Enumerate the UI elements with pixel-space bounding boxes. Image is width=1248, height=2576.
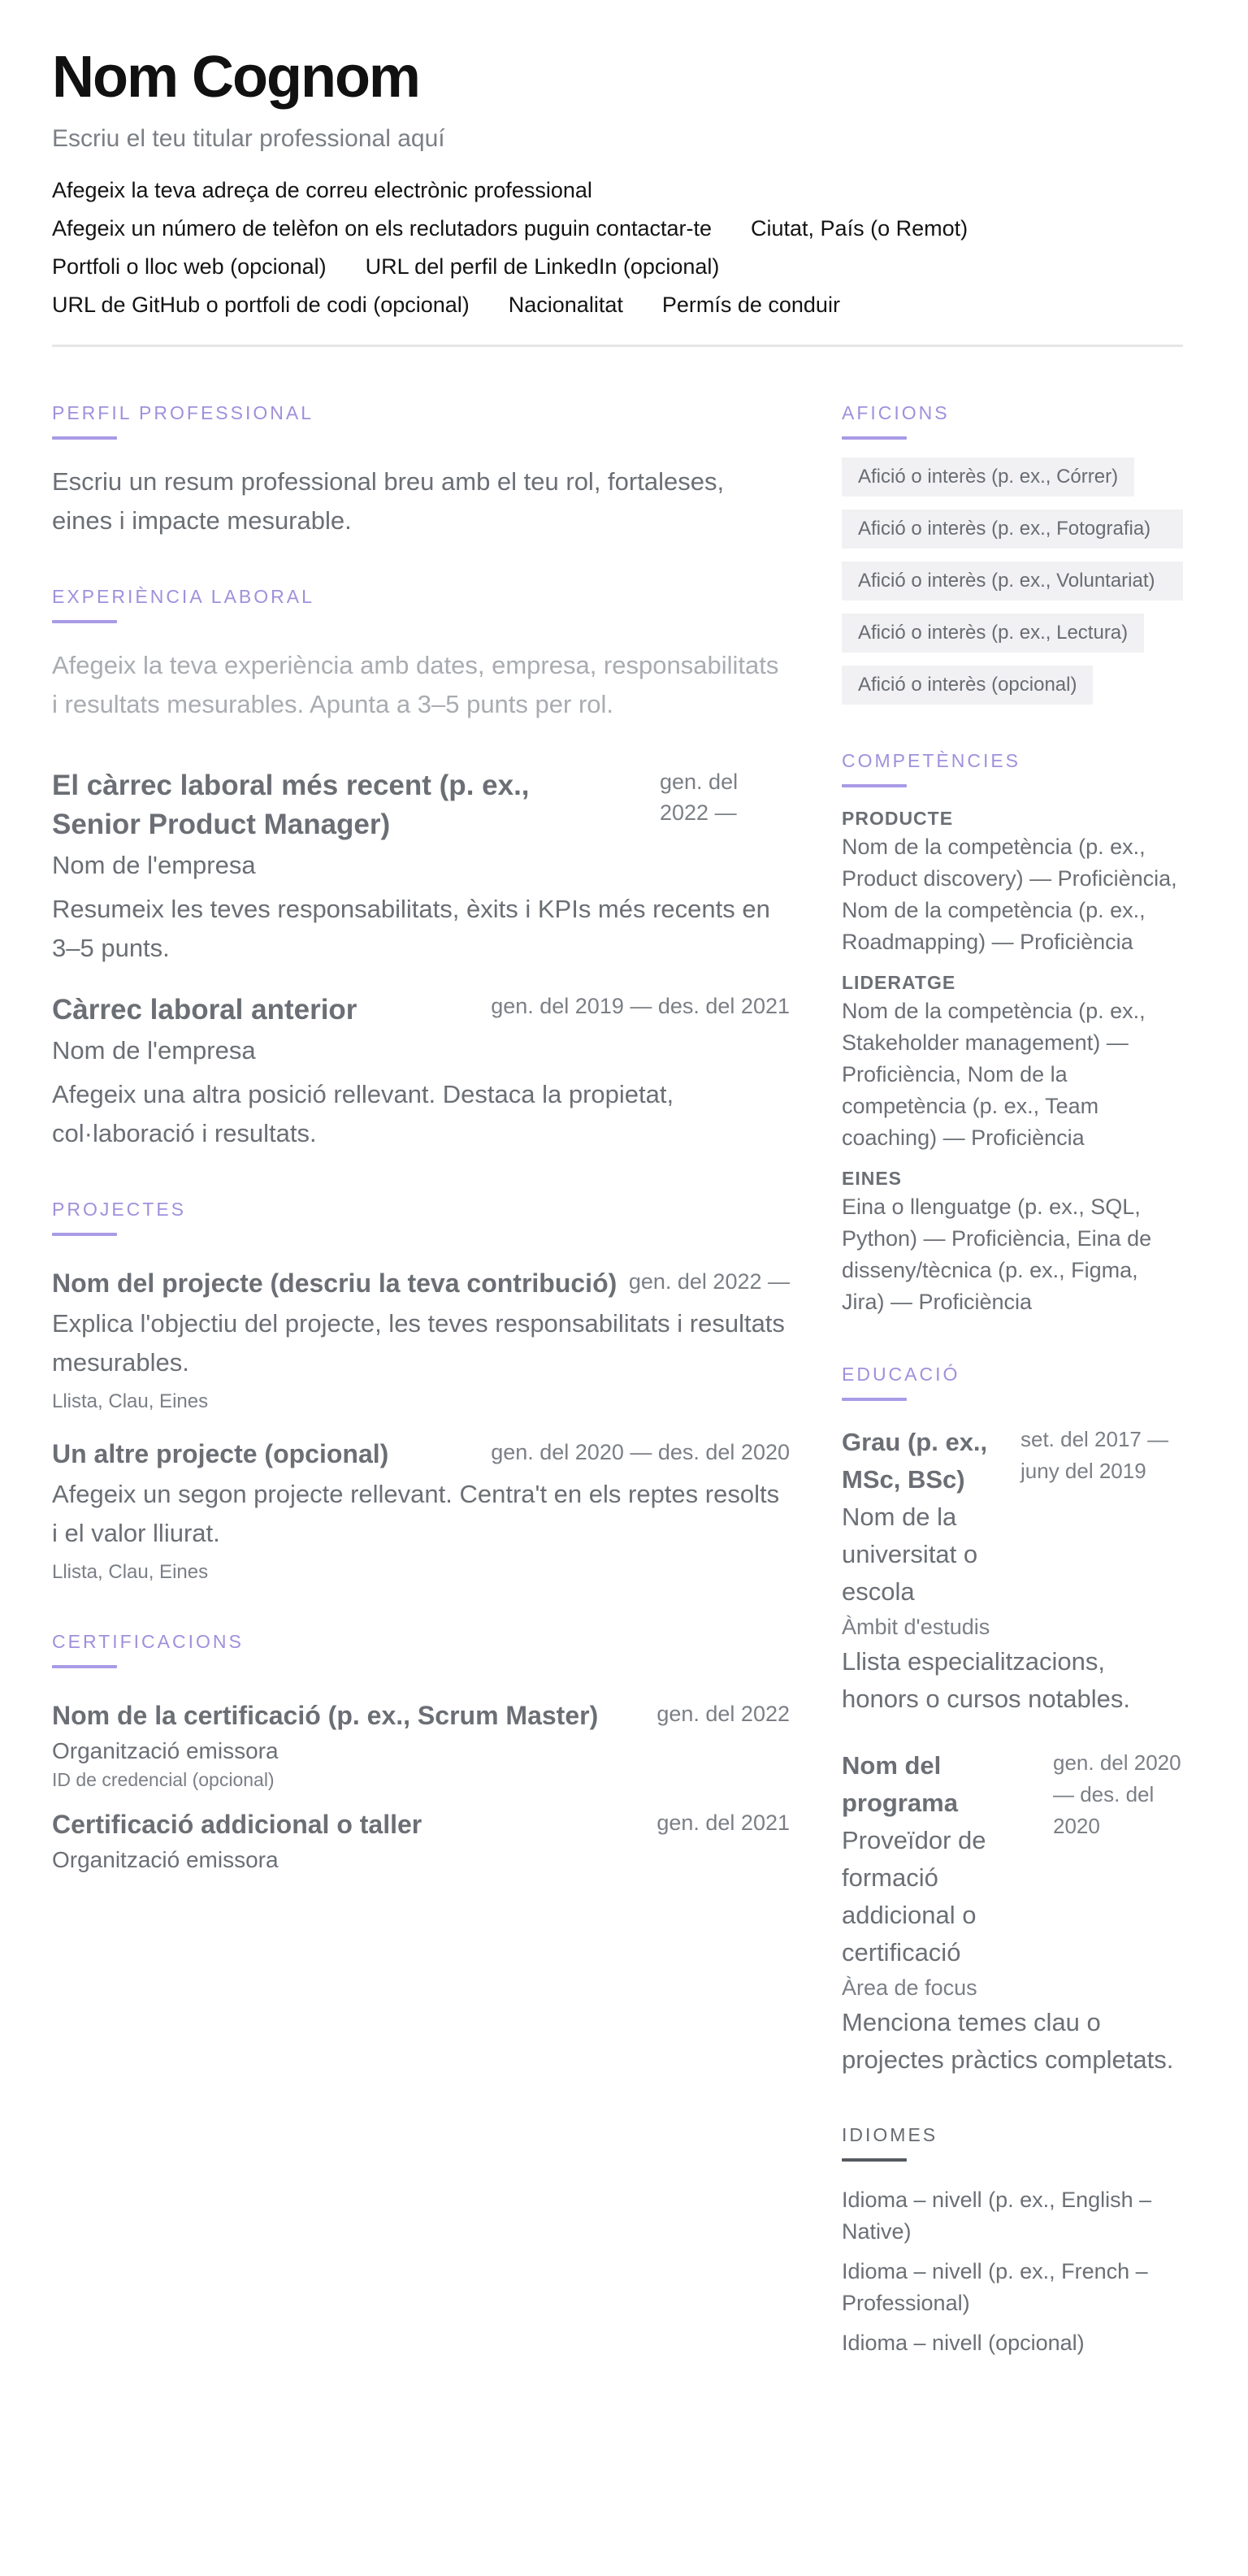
project-description: Explica l'objectiu del projecte, les teves responsabilitats i resultats mesurables.: [52, 1309, 785, 1377]
certification-name: Certificació addicional o taller: [52, 1810, 422, 1840]
contact-portfolio: Portfoli o lloc web (opcional): [52, 254, 327, 280]
education-date: set. del 2017 — juny del 2019: [1020, 1427, 1169, 1484]
project-tags: Llista, Clau, Eines: [52, 1561, 209, 1584]
education-entry: [842, 1747, 1183, 2079]
education-date: gen. del 2020 — des. del 2020: [1053, 1750, 1181, 1839]
job-title: Càrrec laboral anterior: [52, 994, 358, 1026]
project-entry: [52, 1265, 790, 1415]
section-title: PROJECTES: [52, 1199, 187, 1221]
job-date: gen. del 2019 — des. del 2021: [491, 994, 790, 1019]
section-title: EXPERIÈNCIA LABORAL: [52, 586, 314, 608]
certification-date: gen. del 2021: [656, 1811, 790, 1836]
certification-name: Nom de la certificació (p. ex., Scrum Master): [52, 1701, 599, 1731]
contact-driving-license: Permís de conduir: [661, 293, 840, 318]
field-of-study: Àmbit d'estudis: [842, 1615, 990, 1640]
section-underline: [52, 1233, 117, 1236]
section-title: AFICIONS: [842, 402, 950, 424]
credential-id: ID de credencial (opcional): [52, 1769, 275, 1791]
field-of-study: Àrea de focus: [842, 1975, 977, 2001]
project-date: gen. del 2020 — des. del 2020: [491, 1440, 790, 1465]
hobby-chips: [842, 458, 1183, 705]
skill-group: [842, 1165, 1183, 1318]
section-underline: [842, 2158, 907, 2162]
certifications-section: [52, 1629, 790, 1876]
hobbies-section: [842, 401, 1183, 705]
language-item: Idioma – nivell (p. ex., French – Professional): [842, 2259, 1148, 2316]
projects-section: [52, 1197, 790, 1585]
sidebar-column: [842, 401, 1183, 2403]
job-title: El càrrec laboral més recent (p. ex., Senior Product Manager): [52, 770, 530, 841]
professional-headline: Escriu el teu titular professional aquí: [52, 125, 445, 153]
provider-name: Proveïdor de formació addicional o certificació: [842, 1826, 986, 1967]
contact-info: [52, 176, 1157, 320]
section-title: EDUCACIÓ: [842, 1364, 960, 1386]
section-title: IDIOMES: [842, 2124, 938, 2146]
section-underline: [842, 436, 907, 440]
hobby-chip: Afició o interès (opcional): [842, 666, 1093, 705]
profile-summary: Escriu un resum professional breu amb el teu rol, fortaleses, eines i impacte mesurable.: [52, 467, 725, 536]
experience-entry: [52, 766, 790, 968]
languages-section: [842, 2123, 1183, 2359]
experience-entry: [52, 991, 790, 1153]
skill-category: PRODUCTE: [842, 808, 954, 830]
hobby-chip: Afició o interès (p. ex., Lectura): [842, 614, 1144, 653]
contact-phone: Afegeix un número de telèfon on els reclutadors puguin contactar-te: [52, 216, 713, 241]
experience-intro: Afegeix la teva experiència amb dates, empresa, responsabilitats i resultats mesurables. Apunta a 3–5 punts per rol.: [52, 651, 779, 719]
project-name: Un altre projecte (opcional): [52, 1439, 389, 1469]
contact-email: Afegeix la teva adreça de correu electrònic professional: [52, 178, 592, 203]
skill-list: Eina o llenguatge (p. ex., SQL, Python) — Proficiència, Eina de disseny/tècnica (p. ex., Figma, Jira) — Proficiència: [842, 1195, 1152, 1315]
skill-list: Nom de la competència (p. ex., Product discovery) — Proficiència, Nom de la competència (p. ex., Roadmapping) — Proficiència: [842, 835, 1177, 955]
certification-date: gen. del 2022: [656, 1702, 790, 1727]
section-underline: [52, 1665, 117, 1668]
candidate-name: Nom Cognom: [52, 45, 419, 110]
skills-section: [842, 748, 1183, 1318]
skill-group: [842, 969, 1183, 1154]
contact-nationality: Nacionalitat: [508, 293, 623, 318]
contact-linkedin: URL del perfil de LinkedIn (opcional): [365, 254, 720, 280]
issuing-organization: Organització emissora: [52, 1847, 279, 1873]
skill-list: Nom de la competència (p. ex., Stakeholder management) — Proficiència, Nom de la competència (p. ex., Team coaching) — Proficiència: [842, 999, 1146, 1151]
education-description: Llista especialitzacions, honors o cursos notables.: [842, 1647, 1130, 1714]
section-underline: [842, 1398, 907, 1401]
certification-entry: [52, 1698, 790, 1792]
certification-entry: [52, 1806, 790, 1876]
job-description: Resumeix les teves responsabilitats, èxits i KPIs més recents en 3–5 punts.: [52, 895, 770, 963]
company-name: Nom de l'empresa: [52, 851, 256, 880]
section-underline: [842, 784, 907, 787]
skill-category: LIDERATGE: [842, 972, 956, 994]
language-item: Idioma – nivell (p. ex., English – Native): [842, 2188, 1152, 2244]
header-divider: [52, 345, 1183, 347]
resume-columns: [52, 401, 1183, 2403]
experience-section: [52, 584, 790, 1153]
main-column: [52, 401, 790, 2403]
project-entry: [52, 1436, 790, 1585]
project-name: Nom del projecte (descriu la teva contribució): [52, 1268, 618, 1299]
section-title: COMPETÈNCIES: [842, 750, 1021, 772]
section-title: PERFIL PROFESSIONAL: [52, 402, 314, 424]
project-tags: Llista, Clau, Eines: [52, 1390, 209, 1413]
program-name: Nom del programa: [842, 1751, 958, 1818]
hobby-chip: Afició o interès (p. ex., Voluntariat): [842, 562, 1183, 601]
contact-location: Ciutat, País (o Remot): [751, 216, 968, 241]
company-name: Nom de l'empresa: [52, 1036, 256, 1065]
contact-github: URL de GitHub o portfoli de codi (opcional): [52, 293, 470, 318]
section-title: CERTIFICACIONS: [52, 1631, 244, 1653]
resume-header: [52, 46, 1183, 347]
degree-name: Grau (p. ex., MSc, BSc): [842, 1428, 988, 1494]
project-date: gen. del 2022 —: [628, 1269, 790, 1295]
project-description: Afegeix un segon projecte rellevant. Centra't en els reptes resolts i el valor lliurat.: [52, 1480, 780, 1548]
language-item: Idioma – nivell (opcional): [842, 2331, 1085, 2356]
section-underline: [52, 620, 117, 623]
education-entry: [842, 1424, 1183, 1718]
section-underline: [52, 436, 117, 440]
hobby-chip: Afició o interès (p. ex., Córrer): [842, 458, 1134, 497]
education-description: Menciona temes clau o projectes pràctics completats.: [842, 2008, 1174, 2075]
profile-section: [52, 401, 790, 540]
job-description: Afegeix una altra posició rellevant. Destaca la propietat, col·laboració i resultats.: [52, 1080, 674, 1148]
education-section: [842, 1362, 1183, 2079]
skill-category: EINES: [842, 1168, 903, 1190]
hobby-chip: Afició o interès (p. ex., Fotografia): [842, 510, 1183, 549]
school-name: Nom de la universitat o escola: [842, 1503, 978, 1607]
job-date: gen. del 2022 —: [660, 770, 739, 826]
issuing-organization: Organització emissora: [52, 1738, 279, 1764]
skill-group: [842, 805, 1183, 958]
